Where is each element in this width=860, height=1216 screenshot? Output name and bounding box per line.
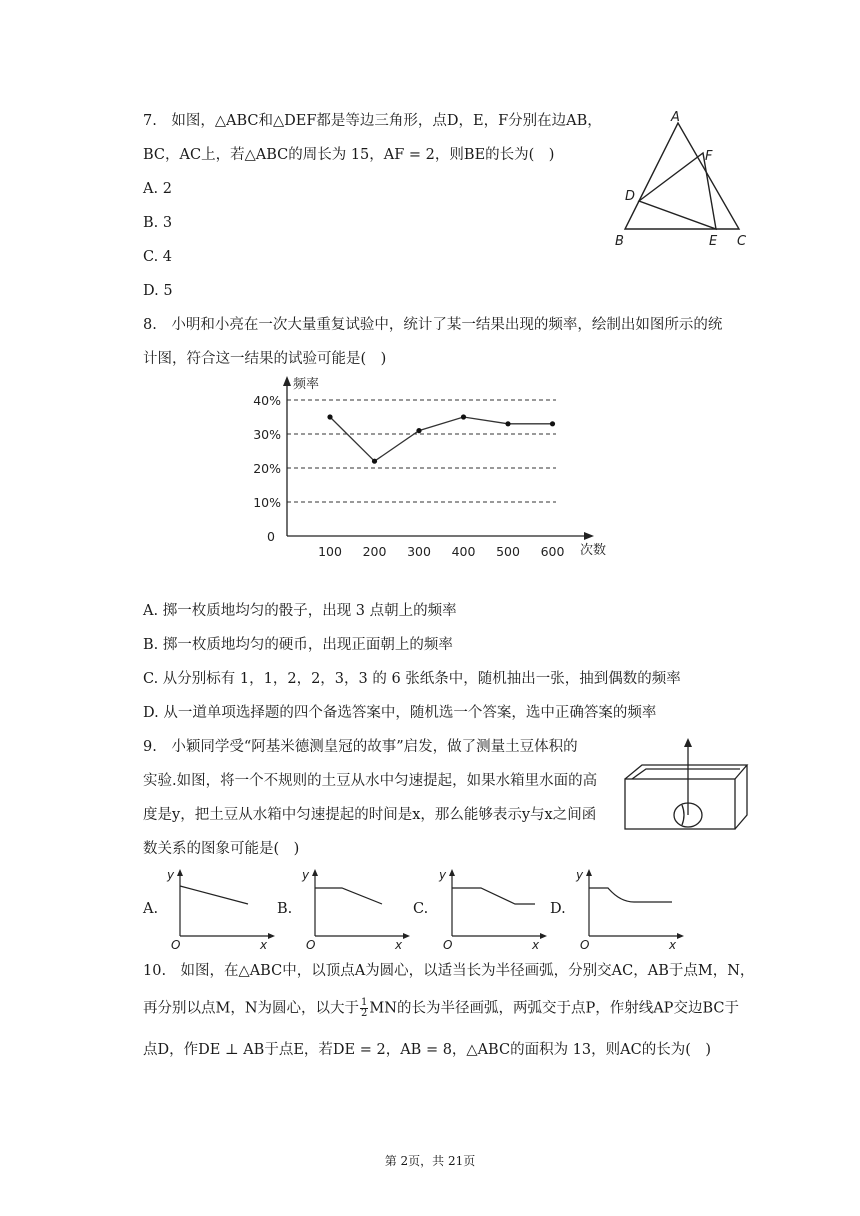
x-arrow-icon <box>403 933 410 939</box>
axis-x-label: x <box>532 938 540 951</box>
axis-origin-label: O <box>443 938 453 951</box>
q10-stem-line2 <box>143 998 739 1019</box>
chart-data-point <box>372 459 377 464</box>
q7-option-d: D. 5 <box>143 283 173 299</box>
fraction-one-half <box>360 998 368 1019</box>
chart-xtick-label: 100 <box>318 544 342 559</box>
chart-ytick-label: 30% <box>253 427 281 442</box>
page-footer: 第 2页，共 21页 <box>384 1154 476 1168</box>
axis-x-label: x <box>669 938 677 951</box>
q8-option-b: B. 掷一枚质地均匀的硬币，出现正面朝上的频率 <box>143 637 453 653</box>
q7-label-b: B <box>615 234 624 249</box>
q9-stem-line2: 实验.如图，将一个不规则的土豆从水中匀速提起，如果水箱里水面的高 <box>143 773 598 789</box>
axis-y-label: y <box>167 868 175 882</box>
q7-label-c: C <box>737 234 747 249</box>
q7-label-e: E <box>709 234 718 249</box>
x-axis-arrow-icon <box>584 532 594 540</box>
axis-y-label: y <box>302 868 310 882</box>
q9-graph-d <box>574 866 689 951</box>
q7-stem-line1: 7. 如图，△ABC和△DEF都是等边三角形，点D，E，F分别在边AB， <box>143 113 602 129</box>
chart-data-point <box>505 421 510 426</box>
chart-data-point <box>327 414 332 419</box>
q7-triangle-figure <box>605 105 755 255</box>
q8-option-a: A. 掷一枚质地均匀的骰子，出现 3 点朝上的频率 <box>143 603 457 619</box>
q9-graph-c <box>437 866 552 951</box>
y-arrow-icon <box>177 869 183 876</box>
chart-ytick-label: 20% <box>253 461 281 476</box>
chart-xtick-label: 600 <box>540 544 565 559</box>
q9-option-d-label: D. <box>550 901 566 917</box>
chart-ytick-label: 10% <box>253 495 281 510</box>
chart-xtick-label: 400 <box>451 544 476 559</box>
q10-line2-pre: 再分别以点M，N为圆心，以大于 <box>143 1000 360 1017</box>
water-tank-figure <box>620 735 755 835</box>
fraction-numerator: 1 <box>361 997 368 1008</box>
q9-stem-line4: 数关系的图象可能是( ) <box>143 841 300 857</box>
x-arrow-icon <box>540 933 547 939</box>
q10-line2-post: MN的长为半径画弧，两弧交于点P，作射线AP交边BC于 <box>369 1000 739 1017</box>
q7-option-c: C. 4 <box>143 249 173 265</box>
lift-arrow-icon <box>684 738 692 747</box>
q8-stem-line1: 8. 小明和小亮在一次大量重复试验中，统计了某一结果出现的频率，绘制出如图所示的统 <box>143 317 723 333</box>
chart-data-point <box>416 428 421 433</box>
x-arrow-icon <box>677 933 684 939</box>
q8-stem-line2: 计图，符合这一结果的试验可能是( ) <box>143 351 387 367</box>
axis-y-label: y <box>576 868 584 882</box>
chart-data-point <box>461 414 466 419</box>
axis-origin-label: O <box>171 938 181 951</box>
axis-x-label: x <box>260 938 268 951</box>
q10-stem-line1: 10. 如图，在△ABC中，以顶点A为圆心，以适当长为半径画弧，分别交AC，AB于点M，N， <box>143 963 755 979</box>
chart-xlabel: 次数 <box>580 543 607 558</box>
chart-ylabel: 频率 <box>293 377 320 392</box>
y-arrow-icon <box>312 869 318 876</box>
q7-option-a: A. 2 <box>143 181 172 197</box>
q9-graph-b <box>300 866 415 951</box>
q9-option-b-label: B. <box>277 901 293 917</box>
q8-option-d: D. 从一道单项选择题的四个备选答案中，随机选一个答案，选中正确答案的频率 <box>143 705 657 721</box>
y-axis-arrow-icon <box>283 376 291 386</box>
y-arrow-icon <box>586 869 592 876</box>
fraction-denominator: 2 <box>361 1008 368 1019</box>
axis-y-label: y <box>439 868 447 882</box>
q7-label-f: F <box>705 149 713 164</box>
frequency-line-chart <box>230 372 650 572</box>
chart-series-line <box>330 417 553 461</box>
q8-option-c: C. 从分别标有 1，1，2，2，3，3 的 6 张纸条中，随机抽出一张，抽到偶数的频率 <box>143 671 681 687</box>
chart-xtick-label: 500 <box>496 544 520 559</box>
q7-label-d: D <box>625 189 636 204</box>
q10-stem-line3: 点D，作DE ⊥ AB于点E，若DE = 2，AB = 8，△ABC的面积为 13，则AC的长为( ) <box>143 1042 712 1058</box>
axis-x-label: x <box>395 938 403 951</box>
chart-ytick-label: 40% <box>253 393 281 408</box>
chart-xtick-label: 200 <box>362 544 387 559</box>
q9-stem-line1: 9. 小颖同学受“阿基米德测皇冠的故事”启发，做了测量土豆体积的 <box>143 739 578 755</box>
q7-label-a: A <box>671 110 680 125</box>
q7-stem-line2: BC，AC上，若△ABC的周长为 15，AF = 2，则BE的长为( ) <box>143 147 555 163</box>
axis-origin-label: O <box>580 938 590 951</box>
q9-graph-a <box>165 866 280 951</box>
chart-data-point <box>550 421 555 426</box>
q9-option-a-label: A. <box>143 901 159 917</box>
chart-ytick-label: 0 <box>267 529 275 544</box>
q9-option-c-label: C. <box>413 901 429 917</box>
q9-stem-line3: 度是y，把土豆从水箱中匀速提起的时间是x，那么能够表示y与x之间函 <box>143 807 597 823</box>
chart-xtick-label: 300 <box>407 544 431 559</box>
y-arrow-icon <box>449 869 455 876</box>
x-arrow-icon <box>268 933 275 939</box>
axis-origin-label: O <box>306 938 316 951</box>
q7-option-b: B. 3 <box>143 215 173 231</box>
